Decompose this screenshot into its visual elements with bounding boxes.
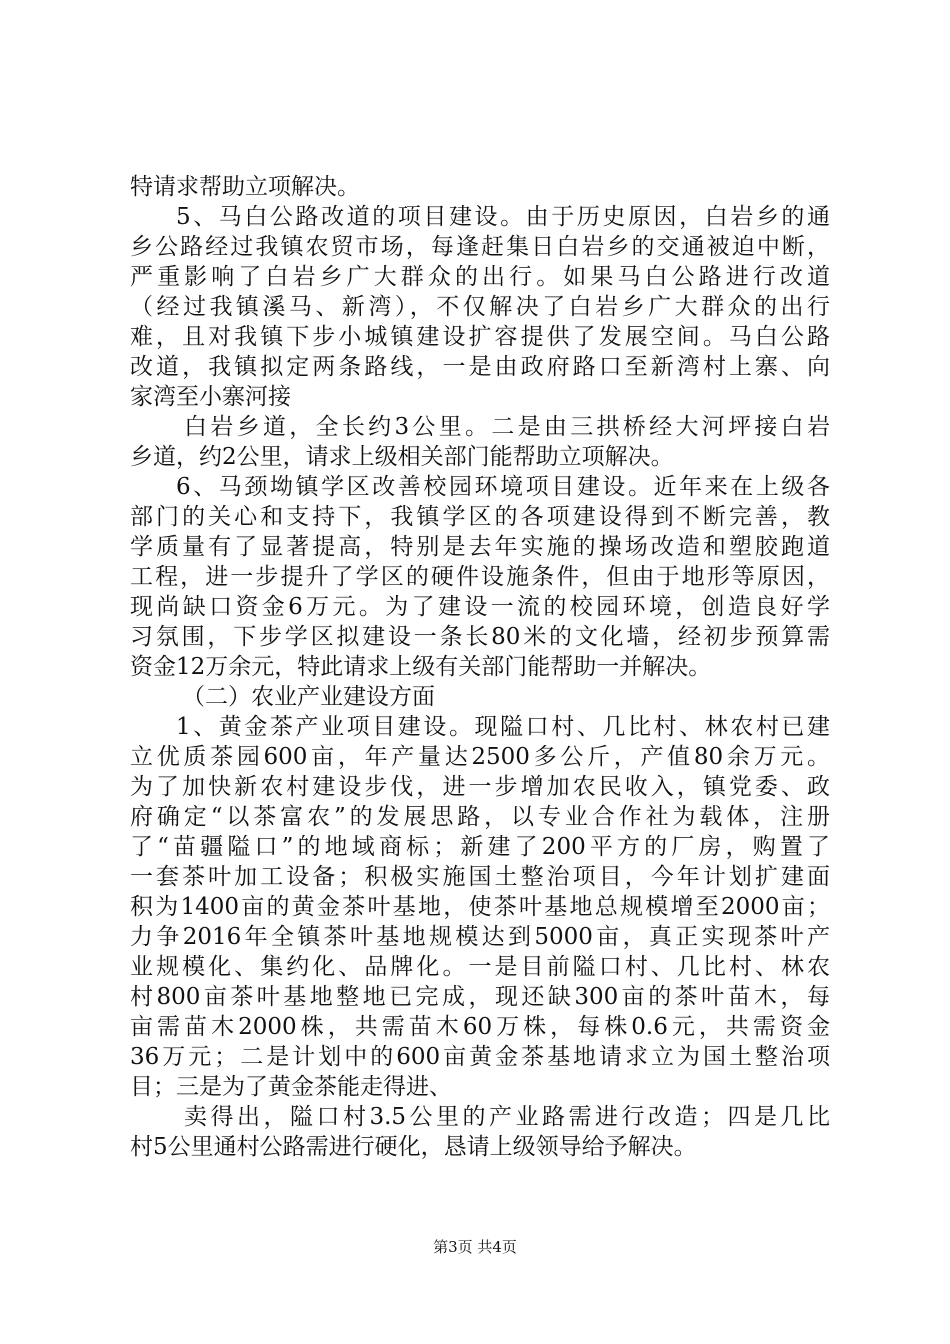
text-line: 力争2016年全镇茶叶基地规模达到5000亩，真正实现茶叶产 [130, 924, 830, 950]
text-line: 了“苗疆隘口”的地域商标；新建了200平方的厂房，购置了 [130, 834, 830, 860]
text-line: 资金12万余元，特此请求上级有关部门能帮助一并解决。 [130, 654, 712, 680]
text-line: 一套茶叶加工设备；积极实施国土整治项目，今年计划扩建面 [130, 864, 830, 890]
text-line: 业规模化、集约化、品牌化。一是目前隘口村、几比村、林农 [130, 954, 830, 980]
text-line: 府确定“以茶富农”的发展思路，以专业合作社为载体，注册 [130, 804, 830, 830]
text-line: 难，且对我镇下步小城镇建设扩容提供了发展空间。马白公路 [130, 324, 830, 350]
section-heading: （二）农业产业建设方面 [182, 684, 435, 710]
text-line: 村800亩茶叶基地整地已完成，现还缺300亩的茶叶苗木，每 [130, 984, 830, 1010]
text-line: 36万元；二是计划中的600亩黄金茶基地请求立为国土整治项 [130, 1044, 830, 1070]
text-line: 习氛围，下步学区拟建设一条长80米的文化墙，经初步预算需 [130, 624, 830, 650]
text-line: 立优质茶园600亩，年产量达2500多公斤，产值80余万元。 [130, 744, 830, 770]
text-line: 家湾至小寨河接 [130, 384, 291, 410]
text-line: 工程，进一步提升了学区的硬件设施条件，但由于地形等原因， [130, 564, 830, 590]
text-line: 亩需苗木2000株，共需苗木60万株，每株0.6元，共需资金 [130, 1014, 830, 1040]
text-line: 目；三是为了黄金茶能走得进、 [130, 1074, 452, 1100]
text-line: 学质量有了显著提高，特别是去年实施的操场改造和塑胶跑道 [130, 534, 830, 560]
text-line: 现尚缺口资金6万元。为了建设一流的校园环境，创造良好学 [130, 594, 830, 620]
text-line: 积为1400亩的黄金茶叶基地，使茶叶基地总规模增至2000亩； [130, 894, 830, 920]
text-line: 卖得出，隘口村3.5公里的产业路需进行改造；四是几比 [184, 1104, 830, 1130]
text-line: 乡道，约2公里，请求上级相关部门能帮助立项解决。 [130, 444, 674, 470]
text-line: 乡公路经过我镇农贸市场，每逢赶集日白岩乡的交通被迫中断， [130, 234, 830, 260]
page-number: 第3页 共4页 [433, 1238, 517, 1256]
paragraph-1-start: 1、黄金茶产业项目建设。现隘口村、几比村、林农村已建 [176, 714, 830, 740]
text-line: 为了加快新农村建设步伐，进一步增加农民收入，镇党委、政 [130, 774, 830, 800]
text-line: （经过我镇溪马、新湾），不仅解决了白岩乡广大群众的出行 [130, 294, 830, 320]
text-line: 严重影响了白岩乡广大群众的出行。如果马白公路进行改道 [130, 264, 830, 290]
text-line: 改道，我镇拟定两条路线，一是由政府路口至新湾村上寨、向 [130, 354, 830, 380]
paragraph-5-start: 5、马白公路改道的项目建设。由于历史原因，白岩乡的通 [176, 204, 830, 230]
text-line: 白岩乡道，全长约3公里。二是由三拱桥经大河坪接白岩 [184, 414, 830, 440]
text-line: 村5公里通村公路需进行硬化，恳请上级领导给予解决。 [130, 1134, 697, 1160]
text-line: 特请求帮助立项解决。 [130, 174, 360, 200]
text-line: 部门的关心和支持下，我镇学区的各项建设得到不断完善，教 [130, 504, 830, 530]
paragraph-6-start: 6、马颈坳镇学区改善校园环境项目建设。近年来在上级各 [176, 474, 830, 500]
